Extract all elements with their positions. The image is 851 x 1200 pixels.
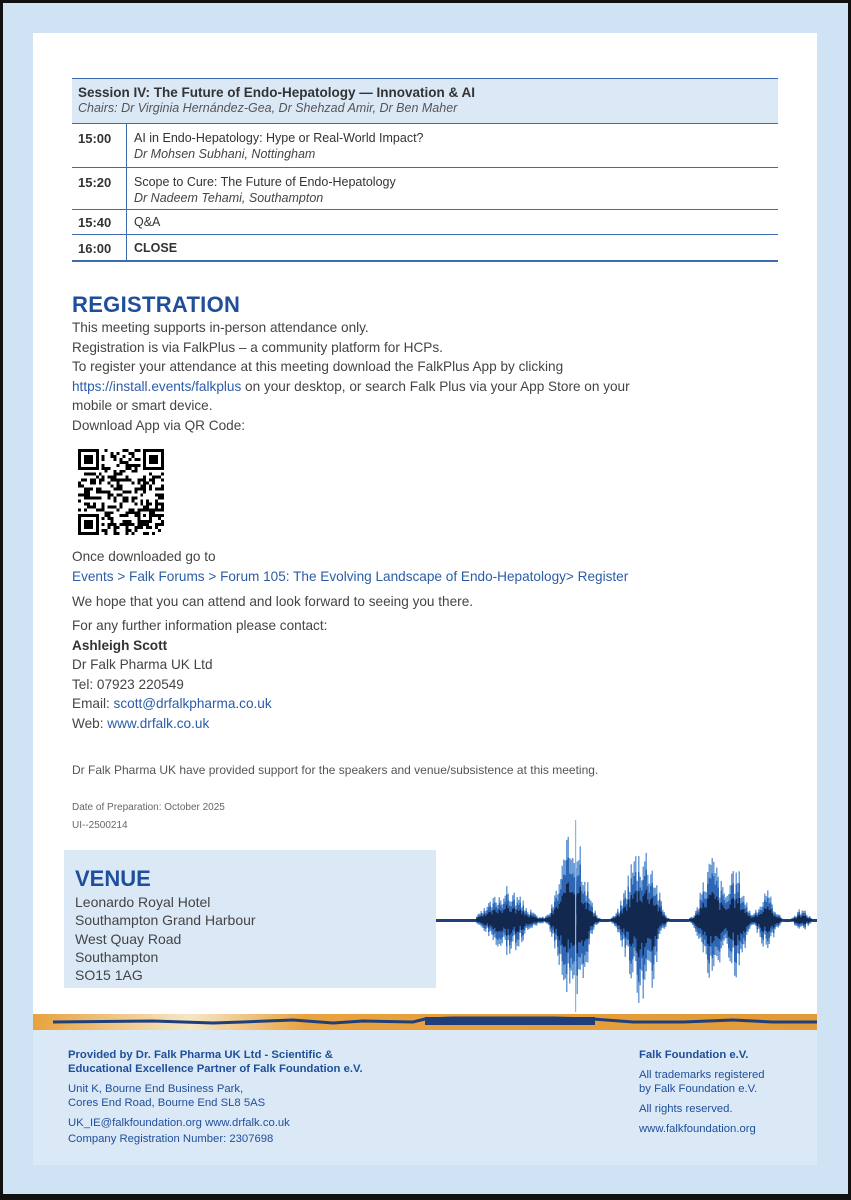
venue-heading: VENUE	[75, 866, 151, 891]
registration-line: Registration is via FalkPlus – a community platform for HCPs.	[72, 339, 443, 355]
agenda-row	[72, 168, 778, 210]
venue-line: West Quay Road	[75, 930, 182, 947]
session-header	[72, 78, 778, 124]
agenda-time: 16:00	[78, 241, 112, 256]
session-title: Session IV: The Future of Endo-Hepatology — Innovation & AI	[78, 85, 476, 100]
registration-line: Download App via QR Code:	[72, 417, 246, 433]
prep-info	[72, 799, 225, 835]
registration-heading: REGISTRATION	[72, 292, 241, 317]
agenda-speaker: Dr Mohsen Subhani, Nottingham	[134, 147, 316, 161]
agenda-time: 15:40	[78, 215, 112, 230]
footer-company-reg: Company Registration Number: 2307698	[68, 1133, 274, 1145]
foundation-name: Falk Foundation e.V.	[639, 1049, 749, 1061]
contact-name: Ashleigh Scott	[72, 637, 168, 653]
footer-provider: Provided by Dr. Falk Pharma UK Ltd - Scientific &	[68, 1049, 333, 1061]
falkplus-link[interactable]: https://install.events/falkplus	[72, 378, 242, 394]
contact-block	[72, 616, 327, 733]
rights-line: All rights reserved.	[639, 1103, 733, 1115]
decorative-band	[33, 1014, 817, 1030]
agenda-talk: CLOSE	[134, 241, 178, 255]
registration-line	[72, 377, 630, 397]
once-downloaded-text: Once downloaded go to	[72, 549, 216, 564]
venue-line: Southampton	[75, 948, 159, 965]
agenda-row	[72, 210, 778, 235]
registration-line: To register your attendance at this meeting download the FalkPlus App by clicking	[72, 359, 564, 374]
row-divider	[126, 168, 127, 209]
prep-date: Date of Preparation: October 2025	[72, 802, 225, 813]
contact-email-row	[72, 694, 327, 714]
agenda-talk: AI in Endo-Hepatology: Hype or Real-World Impact?	[134, 131, 424, 145]
registration-line-tail: on your desktop, or search Falk Plus via your App Store on your	[241, 378, 630, 394]
footer-address: Cores End Road, Bourne End SL8 5AS	[68, 1097, 266, 1109]
bottom-edge	[0, 1194, 851, 1200]
contact-web-row	[72, 714, 327, 734]
footer-address: Unit K, Bourne End Business Park,	[68, 1083, 244, 1095]
registration-line: This meeting supports in-person attendance only.	[72, 320, 369, 335]
decorative-waveform	[436, 812, 817, 1022]
qr-code[interactable]	[78, 449, 164, 535]
email-link[interactable]: scott@drfalkpharma.co.uk	[113, 696, 272, 711]
app-navigation-path[interactable]: Events > Falk Forums > Forum 105: The Evolving Landscape of Endo-Hepatology> Register	[72, 568, 629, 584]
agenda-row	[72, 235, 778, 262]
agenda-speaker: Dr Nadeem Tehami, Southampton	[134, 191, 324, 205]
footer-right	[639, 1048, 765, 1136]
agenda-row	[72, 124, 778, 168]
footer-left	[68, 1048, 363, 1146]
venue-line: Southampton Grand Harbour	[75, 912, 256, 929]
footer-provider: Educational Excellence Partner of Falk Foundation e.V.	[68, 1063, 363, 1075]
footer-contacts[interactable]: UK_IE@falkfoundation.org www.drfalk.co.uk	[68, 1117, 290, 1129]
download-instructions	[72, 547, 628, 586]
contact-intro: For any further information please contact:	[72, 618, 328, 633]
trademark-line: All trademarks registered	[639, 1069, 765, 1081]
row-divider	[126, 210, 127, 234]
foundation-website[interactable]: www.falkfoundation.org	[639, 1123, 756, 1135]
web-link[interactable]: www.drfalk.co.uk	[107, 715, 210, 731]
support-statement: Dr Falk Pharma UK have provided support for the speakers and venue/subsistence at this meeting.	[72, 763, 599, 777]
venue-address	[75, 893, 256, 984]
session-chairs: Chairs: Dr Virginia Hernández-Gea, Dr Shehzad Amir, Dr Ben Maher	[78, 101, 458, 115]
agenda-time: 15:00	[78, 131, 112, 146]
web-label: Web:	[72, 715, 108, 731]
contact-company: Dr Falk Pharma UK Ltd	[72, 657, 213, 672]
email-label: Email:	[72, 696, 114, 711]
row-divider	[126, 124, 127, 167]
agenda-talk: Scope to Cure: The Future of Endo-Hepatology	[134, 175, 396, 189]
agenda-time: 15:20	[78, 175, 112, 190]
venue-line: Leonardo Royal Hotel	[75, 894, 211, 910]
registration-line: mobile or smart device.	[72, 398, 213, 413]
contact-tel: Tel: 07923 220549	[72, 676, 184, 692]
hope-text: We hope that you can attend and look forward to seeing you there.	[72, 594, 474, 609]
agenda-talk: Q&A	[134, 215, 161, 229]
trademark-line: by Falk Foundation e.V.	[639, 1083, 758, 1095]
venue-line: SO15 1AG	[75, 967, 143, 984]
row-divider	[126, 235, 127, 260]
registration-body	[72, 318, 630, 435]
reference-code: UI--2500214	[72, 820, 128, 831]
